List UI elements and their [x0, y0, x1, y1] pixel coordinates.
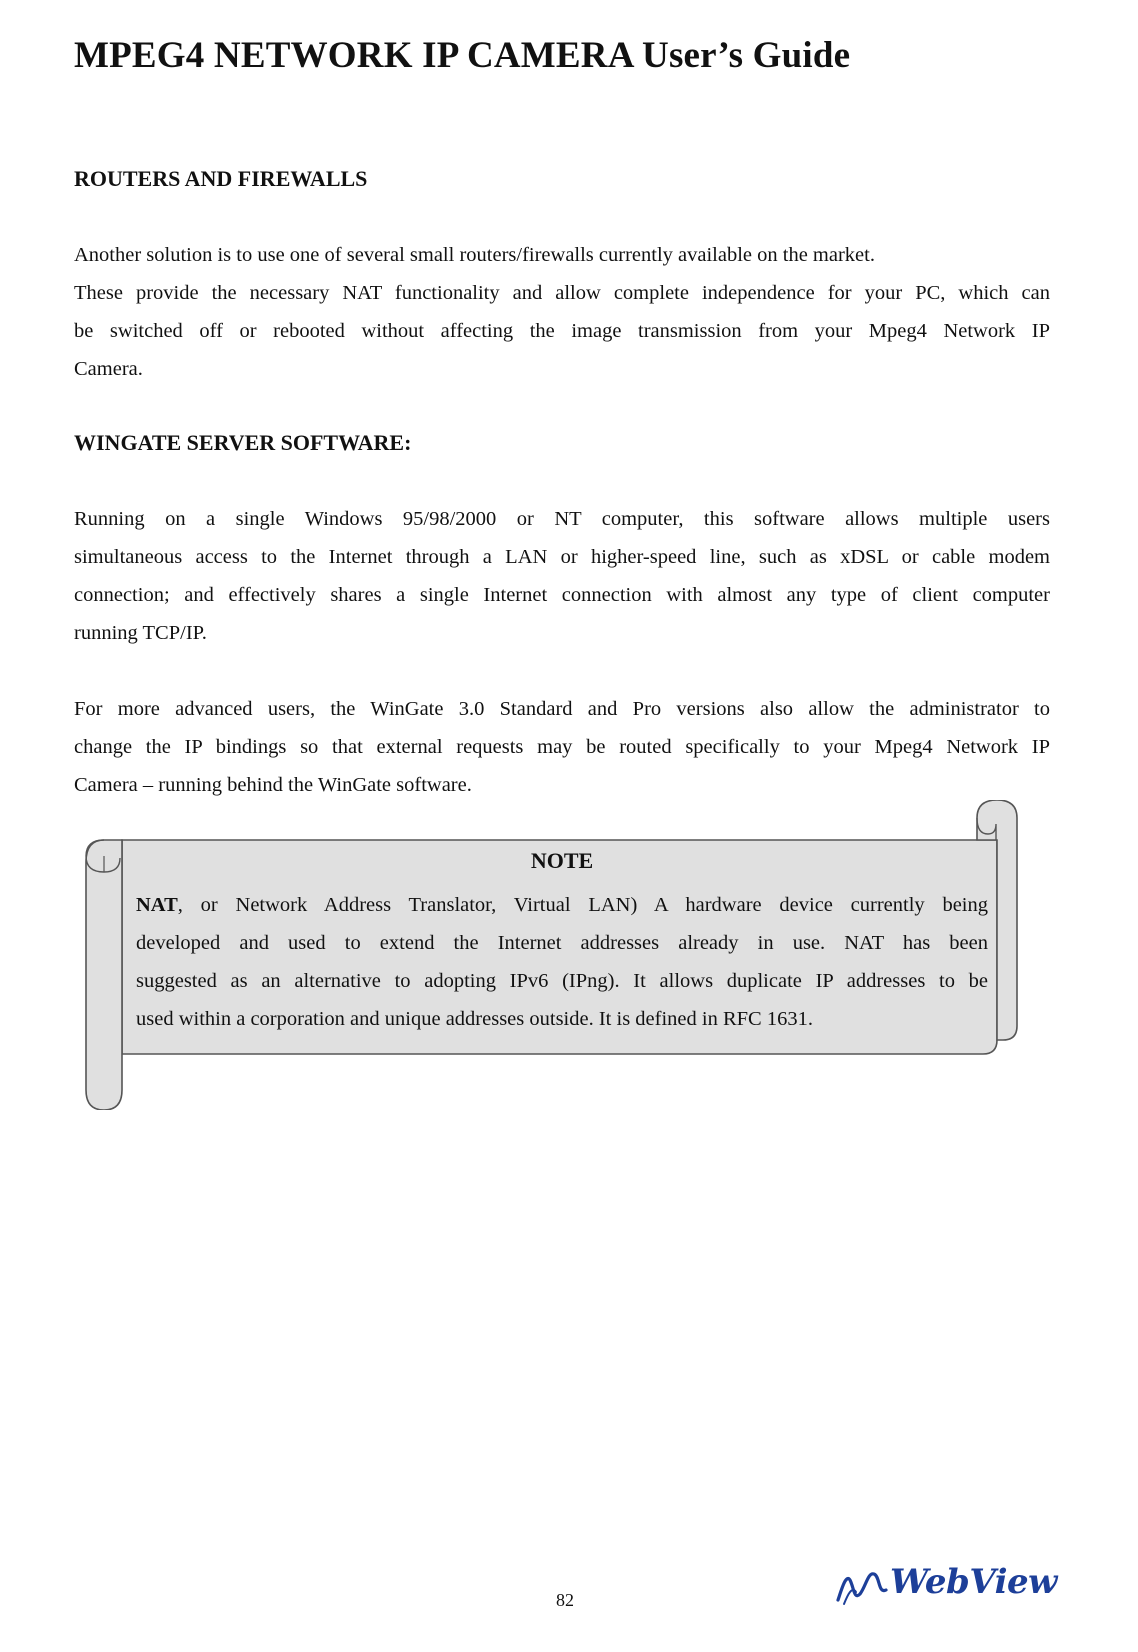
- webview-logo: [832, 1560, 1057, 1612]
- paragraph-line: Camera – running behind the WinGate software.: [74, 774, 472, 796]
- brand-name: WebView: [890, 1562, 1057, 1602]
- paragraph-wingate-advanced: [74, 690, 1050, 804]
- note-line: suggested as an alternative to adopting IPv6 (IPng). It allows duplicate IP addresses to be: [136, 970, 988, 992]
- note-line: used within a corporation and unique addresses outside. It is defined in RFC 1631.: [136, 1008, 813, 1030]
- paragraph-line: simultaneous access to the Internet through a LAN or higher-speed line, such as xDSL or cable modem: [74, 546, 1050, 568]
- section-heading-routers-firewalls: ROUTERS AND FIREWALLS: [74, 166, 368, 191]
- paragraph-line: These provide the necessary NAT functionality and allow complete independence for your PC, which can: [74, 282, 1050, 304]
- paragraph-wingate-intro: [74, 500, 1050, 652]
- scroll-left-roll: [86, 840, 122, 1110]
- note-line-rest: , or Network Address Translator, Virtual LAN) A hardware device currently being: [177, 894, 988, 916]
- note-title: NOTE: [530, 848, 594, 873]
- webview-wave-icon: [832, 1560, 892, 1612]
- paragraph-line: running TCP/IP.: [74, 622, 207, 644]
- paragraph-line: connection; and effectively shares a single Internet connection with almost any type of client computer: [74, 584, 1050, 606]
- paragraph-routers: [74, 236, 1050, 388]
- note-term: NAT: [136, 894, 178, 916]
- paragraph-line: Another solution is to use one of several small routers/firewalls currently available on the market.: [74, 244, 875, 266]
- note-body: [136, 886, 988, 1038]
- paragraph-line: be switched off or rebooted without affecting the image transmission from your Mpeg4 Network IP: [74, 320, 1050, 342]
- paragraph-line: change the IP bindings so that external requests may be routed specifically to your Mpeg4 Network IP: [74, 736, 1050, 758]
- note-line: [136, 886, 988, 924]
- page-number: 82: [556, 1590, 574, 1610]
- document-title: MPEG4 NETWORK IP CAMERA User’s Guide: [74, 35, 851, 76]
- paragraph-line: Camera.: [74, 358, 143, 380]
- paragraph-line: Running on a single Windows 95/98/2000 or NT computer, this software allows multiple users: [74, 508, 1050, 530]
- section-heading-wingate: WINGATE SERVER SOFTWARE:: [74, 430, 412, 455]
- note-line: developed and used to extend the Internet addresses already in use. NAT has been: [136, 932, 988, 954]
- paragraph-line: For more advanced users, the WinGate 3.0 Standard and Pro versions also allow the administrator to: [74, 698, 1050, 720]
